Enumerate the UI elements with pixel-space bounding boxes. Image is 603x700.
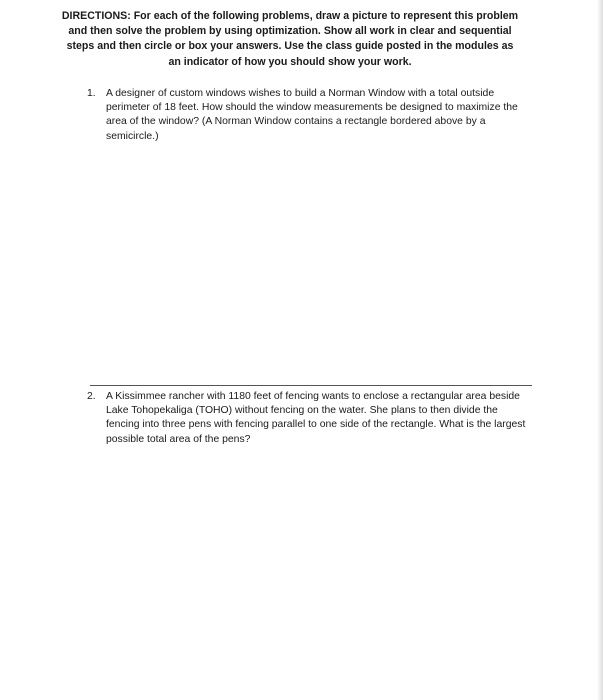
section-divider [90,385,532,386]
problem-number: 1. [87,88,96,99]
problem-item [87,390,537,447]
directions-text: DIRECTIONS: For each of the following problems, draw a picture to represent this problem and then solve the problem by using optimization. Show all work in clear and sequential steps and then circle or box your answers. Use the class guide posted in the modules as an indicator of how you should show your work. [61,10,519,68]
problem-text: A designer of custom windows wishes to build a Norman Window with a total outside perimeter of 18 feet. How should the window measurements be designed to maximize the area of the window? (A Norman Window contains a rectangle bordered above by a semicircle.) [106,88,518,142]
problem-item [87,87,537,144]
problem-number: 2. [87,391,96,402]
page-edge-shadow [597,0,603,700]
problem-text: A Kissimmee rancher with 1180 feet of fencing wants to enclose a rectangular area beside Lake Tohopekaliga (TOHO) without fencing on the water. She plans to then divide the fencing into three pens with fencing parallel to one side of the rectangle. What is the largest possible total area of the pens? [106,391,526,445]
